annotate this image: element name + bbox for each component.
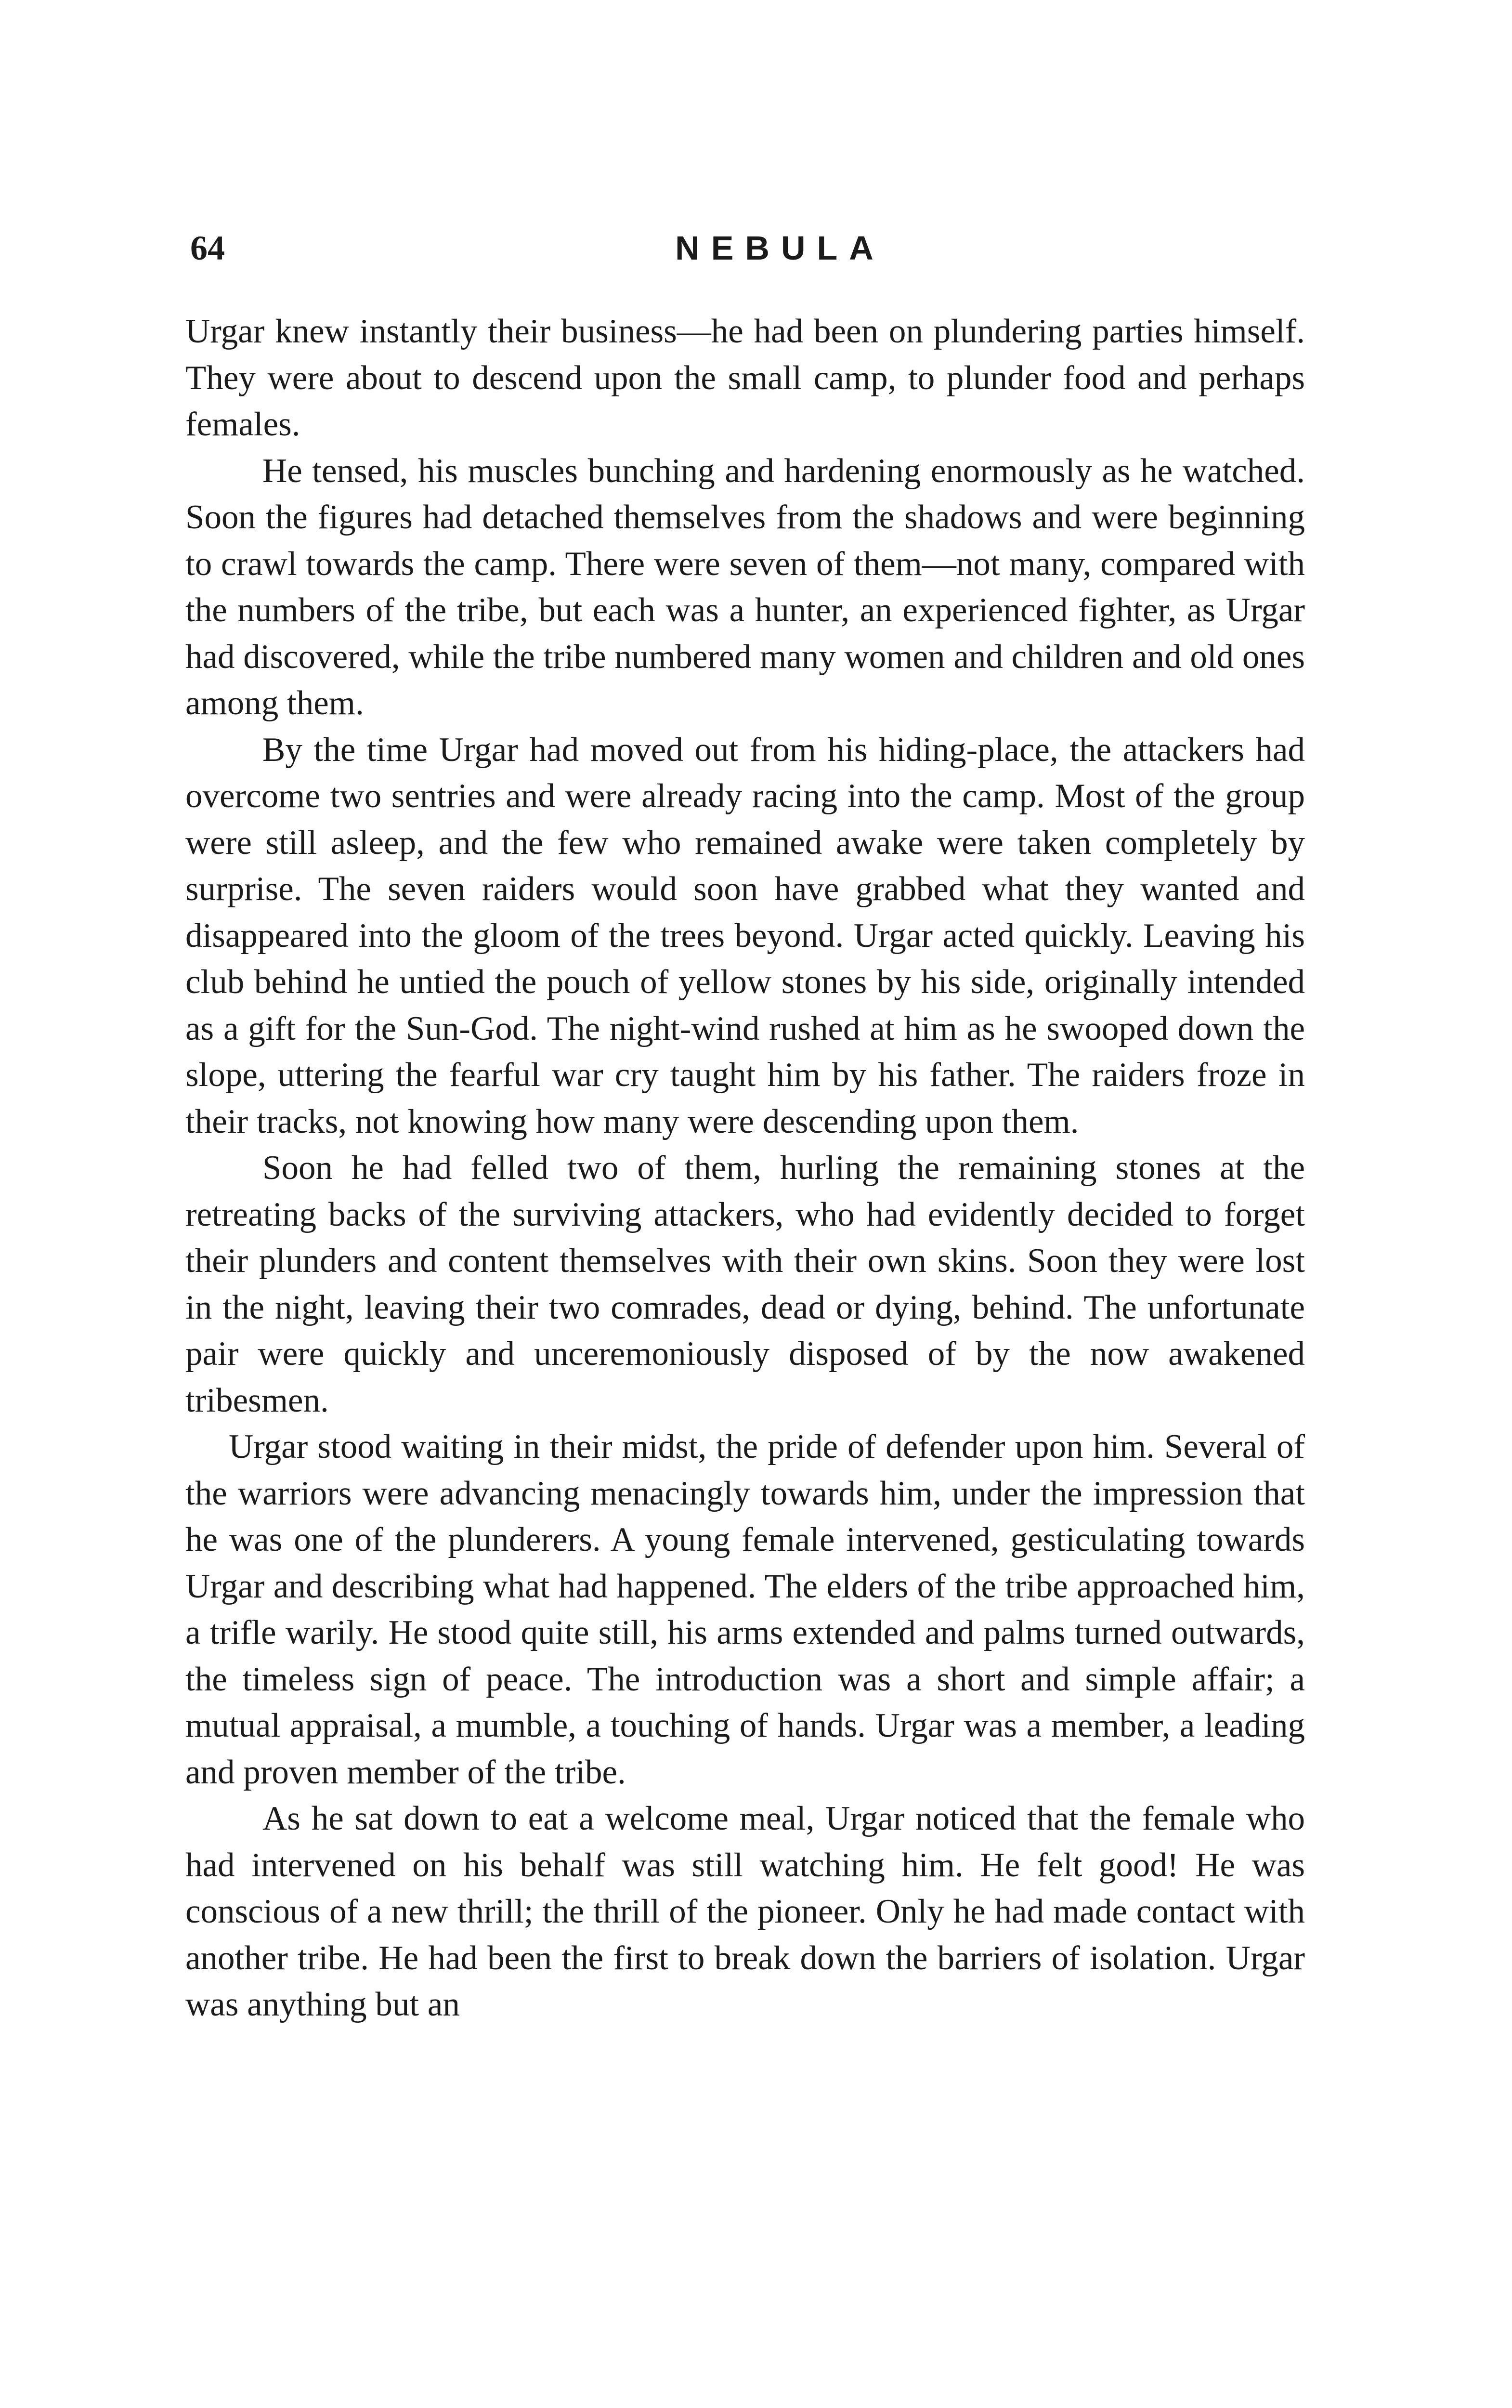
paragraph: He tensed, his muscles bunching and hardening enormously as he watched. Soon the figures had detached themselves from the shadows and were beginning to crawl towards the camp. There were seven of them—not many, compared with the numbers of the tribe, but each was a hunter, an experienced fighter, as Urgar had discovered, while the tribe numbered many women and children and old ones among them.	[185, 452, 1305, 722]
paragraph: As he sat down to eat a welcome meal, Urgar noticed that the female who had intervened on his behalf was still watching him. He felt good! He was conscious of a new thrill; the thrill of the pioneer. Only he had made contact with another tribe. He had been the first to break down the barriers of isolation. Urgar was anything but an	[185, 1800, 1305, 2023]
running-title: NEBULA	[675, 229, 885, 267]
page-header	[185, 226, 1303, 270]
paragraph: By the time Urgar had moved out from his hiding-place, the attackers had overcome two sentries and were already racing into the camp. Most of the group were still asleep, and the few who remained awake were taken completely by surprise. The seven raiders would soon have grabbed what they wanted and disappeared into the gloom of the trees beyond. Urgar acted quickly. Leaving his club behind he untied the pouch of yellow stones by his side, originally intended as a gift for the Sun-God. The night-wind rushed at him as he swooped down the slope, uttering the fearful war cry taught him by his father. The raiders froze in their tracks, not knowing how many were descending upon them.	[185, 731, 1305, 1140]
paragraph: Soon he had felled two of them, hurling the remaining stones at the retreating backs of the surviving attackers, who had evidently decided to forget their plunders and content themselves with their own skins. Soon they were lost in the night, leaving their two comrades, dead or dying, behind. The unfortunate pair were quickly and unceremoniously disposed of by the now awakened tribesmen.	[185, 1149, 1305, 1419]
paragraph: Urgar knew instantly their business—he had been on plundering parties himself. They were about to descend upon the small camp, to plunder food and perhaps females.	[185, 313, 1305, 443]
body-text	[185, 308, 1305, 2028]
paragraph: Urgar stood waiting in their midst, the pride of defender upon him. Several of the warriors were advancing menacingly towards him, under the impression that he was one of the plunderers. A young female intervened, gesticulating towards Urgar and describing what had happened. The elders of the tribe approached him, a trifle warily. He stood quite still, his arms extended and palms turned outwards, the timeless sign of peace. The introduction was a short and simple affair; a mutual appraisal, a mumble, a touching of hands. Urgar was a member, a leading and proven member of the tribe.	[185, 1428, 1305, 1791]
page-number: 64	[190, 229, 225, 267]
